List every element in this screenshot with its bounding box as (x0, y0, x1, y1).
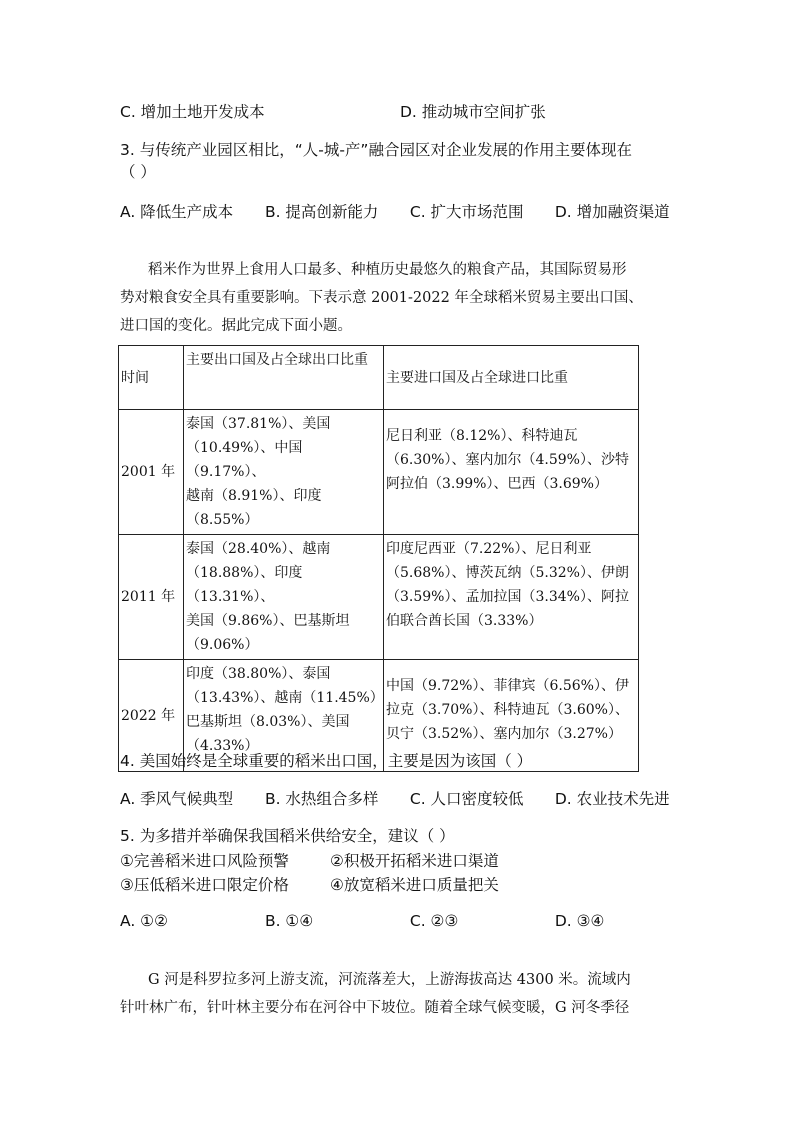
import-line: （6.30%）、塞内加尔（4.59%）、沙特 (386, 452, 629, 468)
export-line: （13.43%）、越南（11.45%） (186, 690, 384, 706)
export-line: （18.88%）、印度（13.31%）、 (186, 565, 303, 605)
import-line: 拉克（3.70%）、科特迪瓦（3.60%）、 (386, 702, 629, 718)
q4-options (120, 787, 670, 809)
header-imports: 主要进口国及占全球进口比重 (384, 346, 639, 410)
q5-option-c: C. ②③ (409, 912, 459, 930)
rice-trade-table (118, 345, 639, 772)
q4-option-c: C. 人口密度较低 (409, 790, 524, 808)
row-year: 2011 年 (119, 535, 184, 660)
table-row (119, 410, 639, 535)
export-line: （4.33%） (186, 738, 259, 754)
export-line: 巴基斯坦（8.03%）、美国 (186, 714, 350, 730)
header-time: 时间 (119, 346, 184, 410)
export-line: 印度（38.80%）、泰国 (186, 666, 331, 682)
q5-option-d: D. ③④ (554, 912, 605, 930)
import-line: （5.68%）、博茨瓦纳（5.32%）、伊朗 (386, 565, 629, 581)
passage-river (120, 966, 680, 1022)
q5-option-a: A. ①② (120, 912, 168, 930)
import-line: 贝宁（3.52%）、塞内加尔（3.27%） (386, 726, 622, 742)
q3-option-b: B. 提高创新能力 (264, 203, 379, 221)
q3-option-a: A. 降低生产成本 (120, 203, 234, 221)
export-line: 美国（9.86%）、巴基斯坦 (186, 613, 350, 629)
import-line: 伯联合酋长国（3.33%） (386, 613, 543, 629)
import-line: 中国（9.72%）、菲律宾（6.56%）、伊 (386, 678, 629, 694)
import-line: （3.59%）、孟加拉国（3.34%）、阿拉 (386, 589, 629, 605)
header-exports: 主要出口国及占全球出口比重 (184, 346, 384, 410)
row-exports (184, 535, 384, 660)
row-imports (384, 535, 639, 660)
q4-option-d: D. 农业技术先进 (554, 790, 670, 808)
q5-item-1: ①完善稻米进口风险预警 (120, 852, 289, 870)
row-year: 2001 年 (119, 410, 184, 535)
q5-option-b: B. ①④ (264, 912, 314, 930)
q3-option-d: D. 增加融资渠道 (554, 203, 670, 221)
export-line: 越南（8.91%）、印度 (186, 488, 322, 504)
export-line: （10.49%）、中国（9.17%）、 (186, 440, 303, 480)
q2-option-d: D. 推动城市空间扩张 (400, 103, 546, 121)
import-line: 尼日利亚（8.12%）、科特迪瓦 (386, 428, 578, 444)
row-year: 2022 年 (119, 660, 184, 772)
q4-option-a: A. 季风气候典型 (120, 790, 234, 808)
q5-stem: 5. 为多措并举确保我国稻米供给安全，建议（ ） (120, 827, 455, 845)
q5-items-row-1 (120, 849, 499, 871)
export-line: 泰国（37.81%）、美国 (186, 416, 331, 432)
q4-option-b: B. 水热组合多样 (264, 790, 379, 808)
q3-option-c: C. 扩大市场范围 (409, 203, 524, 221)
passage-rice-line: 势对粮食安全具有重要影响。下表示意 2001-2022 年全球稻米贸易主要出口国、 (120, 290, 643, 306)
export-line: （8.55%） (186, 512, 259, 528)
passage-river-line: 针叶林广布，针叶林主要分布在河谷中下坡位。随着全球气候变暖，G 河冬季径 (120, 1000, 630, 1016)
q5-item-2: ②积极开拓稻米进口渠道 (329, 852, 499, 870)
q3-paren: （ ） (120, 163, 156, 181)
passage-rice-line: 稻米作为世界上食用人口最多、种植历史最悠久的粮食产品，其国际贸易形 (148, 262, 627, 278)
import-line: 印度尼西亚（7.22%）、尼日利亚 (386, 541, 592, 557)
passage-river-line: G 河是科罗拉多河上游支流，河流落差大，上游海拔高达 4300 米。流域内 (148, 972, 631, 988)
q5-item-4: ④放宽稻米进口质量把关 (329, 876, 499, 894)
import-line: 阿拉伯（3.99%）、巴西（3.69%） (386, 476, 608, 492)
q4-stem: 4. 美国始终是全球重要的稻米出口国，主要是因为该国（ ） (120, 752, 533, 770)
q3-stem: 3. 与传统产业园区相比，“人-城-产”融合园区对企业发展的作用主要体现在 (120, 141, 632, 159)
row-exports (184, 410, 384, 535)
passage-rice-line: 进口国的变化。据此完成下面小题。 (120, 318, 352, 334)
table-header-row (119, 346, 639, 410)
passage-rice (120, 256, 680, 340)
q2-option-c: C. 增加土地开发成本 (120, 103, 265, 121)
q5-item-3: ③压低稻米进口限定价格 (120, 876, 289, 894)
export-line: （9.06%） (186, 637, 259, 653)
row-imports (384, 410, 639, 535)
table-row (119, 535, 639, 660)
export-line: 泰国（28.40%）、越南 (186, 541, 331, 557)
q5-options (120, 912, 604, 930)
q3-options (120, 200, 670, 222)
q5-items-row-2 (120, 873, 499, 895)
